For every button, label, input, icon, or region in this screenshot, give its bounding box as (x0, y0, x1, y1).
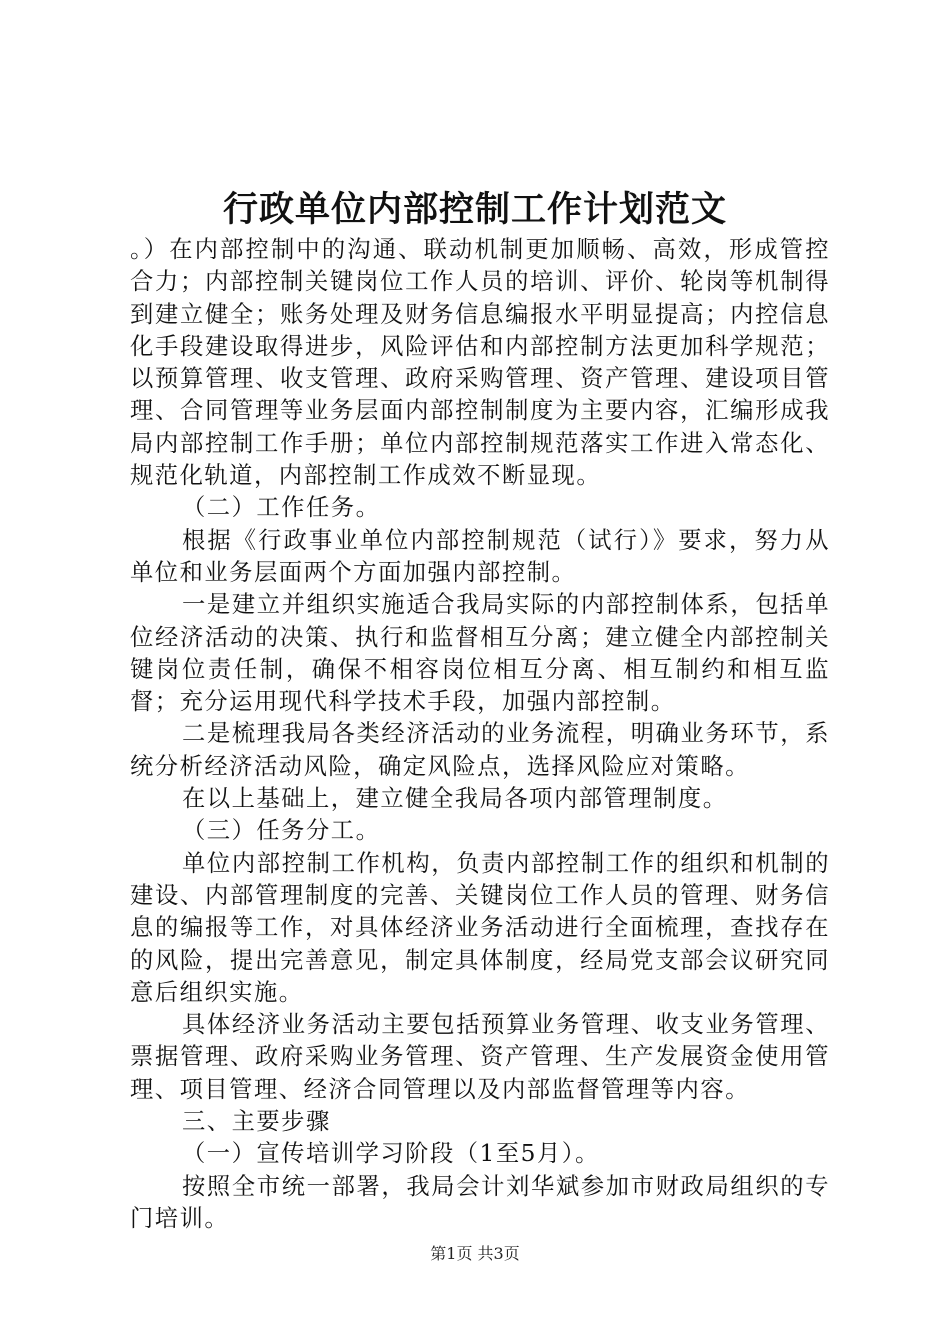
paragraph: 在以上基础上，建立健全我局各项内部管理制度。 (182, 785, 728, 813)
section-heading: （二）工作任务。 (182, 494, 381, 522)
section-heading: （三）任务分工。 (182, 817, 381, 845)
paragraph: 根据《行政事业单位内部控制规范（试行）》要求，努力从单位和业务层面两个方面加强内部控制。 (130, 526, 830, 586)
paragraph: 一是建立并组织实施适合我局实际的内部控制体系，包括单位经济活动的决策、执行和监督相互分离；建立健全内部控制关键岗位责任制，确保不相容岗位相互分离、相互制约和相互监督；充分运用现代科学技术手段，加强内部控制。 (130, 591, 830, 716)
paragraph: 单位内部控制工作机构，负责内部控制工作的组织和机制的建设、内部管理制度的完善、关键岗位工作人员的管理、财务信息的编报等工作，对具体经济业务活动进行全面梳理，查找存在的风险，提出完善意见，制定具体制度，经局党支部会议研究同意后组织实施。 (130, 849, 830, 1006)
paragraph: 按照全市统一部署，我局会计刘华斌参加市财政局组织的专门培训。 (130, 1172, 830, 1232)
document-title: 行政单位内部控制工作计划范文 (222, 189, 727, 230)
document-body (130, 234, 830, 1235)
section-heading: （一）宣传培训学习阶段（1至5月）。 (182, 1140, 600, 1168)
paragraph: 。）在内部控制中的沟通、联动机制更加顺畅、高效，形成管控合力；内部控制关键岗位工作人员的培训、评价、轮岗等机制得到建立健全；账务处理及财务信息编报水平明显提高；内控信息化手段建设取得进步，风险评估和内部控制方法更加科学规范；以预算管理、收支管理、政府采购管理、资产管理、建设项目管理、合同管理等业务层面内部控制制度为主要内容，汇编形成我局内部控制工作手册；单位内部控制规范落实工作进入常态化、规范化轨道，内部控制工作成效不断显现。 (130, 236, 830, 490)
section-heading: 三、主要步骤 (182, 1108, 331, 1136)
paragraph: 具体经济业务活动主要包括预算业务管理、收支业务管理、票据管理、政府采购业务管理、资产管理、生产发展资金使用管理、项目管理、经济合同管理以及内部监督管理等内容。 (130, 1011, 830, 1103)
page-number: 第1页 共3页 (430, 1244, 520, 1263)
paragraph: 二是梳理我局各类经济活动的业务流程，明确业务环节，系统分析经济活动风险，确定风险点，选择风险应对策略。 (130, 720, 830, 780)
